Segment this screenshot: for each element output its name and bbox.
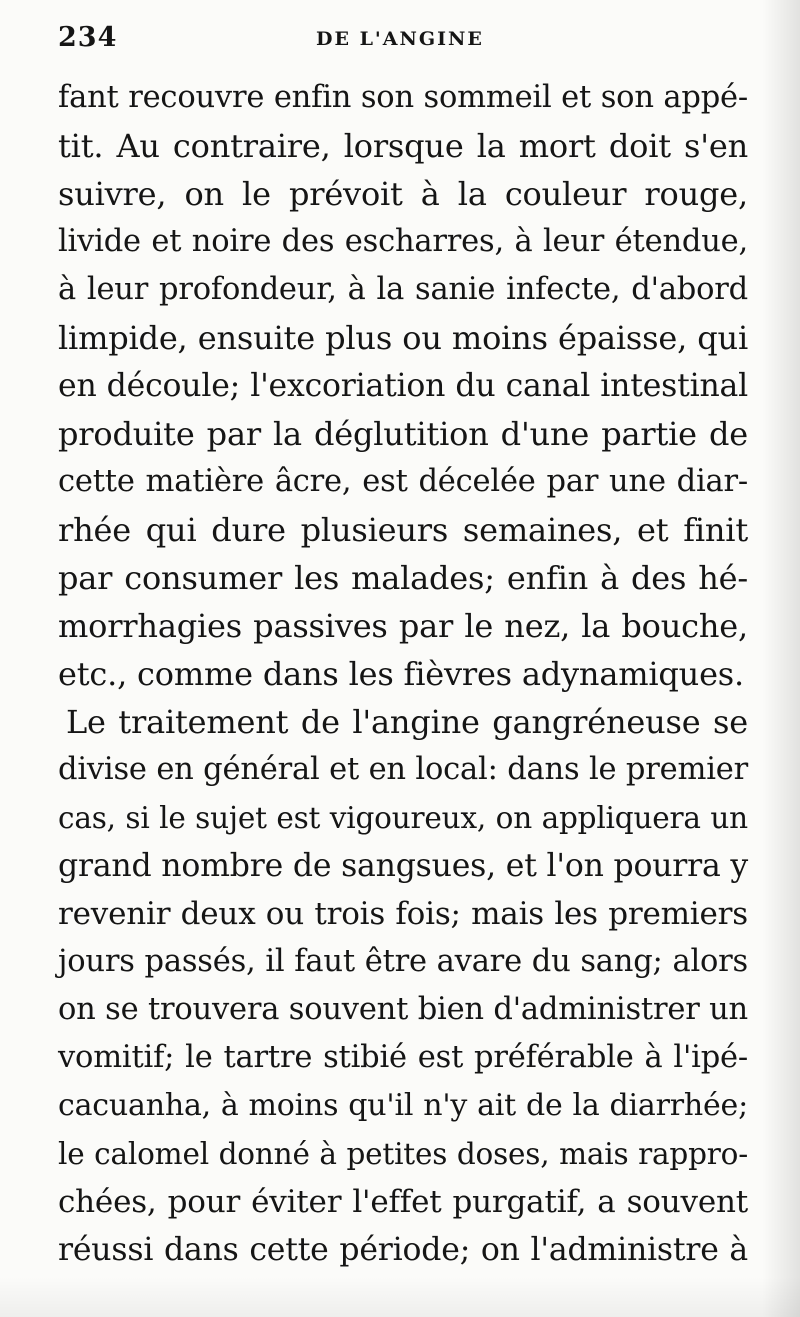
text-line: limpide, ensuite plus ou moins épaisse, qui (58, 319, 748, 357)
text-line: suivre, on le prévoit à la couleur rouge, (58, 175, 748, 213)
page-header (58, 22, 748, 62)
running-head: DE L'ANGINE (316, 28, 484, 50)
text-line: cette matière âcre, est décelée par une diar- (58, 464, 748, 499)
text-line: chées, pour éviter l'effet purgatif, a souvent (58, 1184, 748, 1220)
text-line: revenir deux ou trois fois; mais les premiers (58, 896, 748, 932)
paragraph-start-line: Le traitement de l'angine gangréneuse se (66, 703, 748, 741)
paragraph-end-line: etc., comme dans les fièvres adynamiques. (58, 655, 745, 693)
text-line: divise en général et en local: dans le premier (58, 752, 748, 787)
text-line: tit. Au contraire, lorsque la mort doit s'en (58, 127, 748, 165)
text-line: cacuanha, à moins qu'il n'y ait de la diarrhée; (58, 1088, 748, 1123)
text-line: livide et noire des escharres, à leur étendue, (58, 224, 748, 259)
text-line: cas, si le sujet est vigoureux, on appliquera un (58, 801, 748, 835)
text-line: par consumer les malades; enfin à des hé- (58, 559, 748, 597)
text-line: jours passés, il faut être avare du sang; alors (58, 944, 748, 979)
text-line: vomitif; le tartre stibié est préférable à l'ipé- (58, 1040, 748, 1075)
text-line: en découle; l'excoriation du canal intestinal (58, 368, 748, 404)
text-line: fant recouvre enfin son sommeil et son appé- (58, 80, 748, 115)
text-line: grand nombre de sangsues, et l'on pourra y (58, 848, 748, 884)
text-line: on se trouvera souvent bien d'administrer un (58, 992, 748, 1027)
text-line: réussi dans cette période; on l'administre à (58, 1232, 748, 1268)
text-line: le calomel donné à petites doses, mais rappro- (58, 1137, 748, 1171)
page-bottom-shadow (0, 1277, 800, 1317)
text-line: morrhagies passives par le nez, la bouche, (58, 607, 748, 645)
text-line: produite par la déglutition d'une partie de (58, 415, 748, 453)
text-line: à leur profondeur, à la sanie infecte, d'abord (58, 272, 748, 307)
page-edge-shadow (762, 0, 800, 1317)
body-text (58, 74, 748, 1274)
text-line: rhée qui dure plusieurs semaines, et finit (58, 511, 748, 549)
page-number: 234 (58, 22, 118, 53)
